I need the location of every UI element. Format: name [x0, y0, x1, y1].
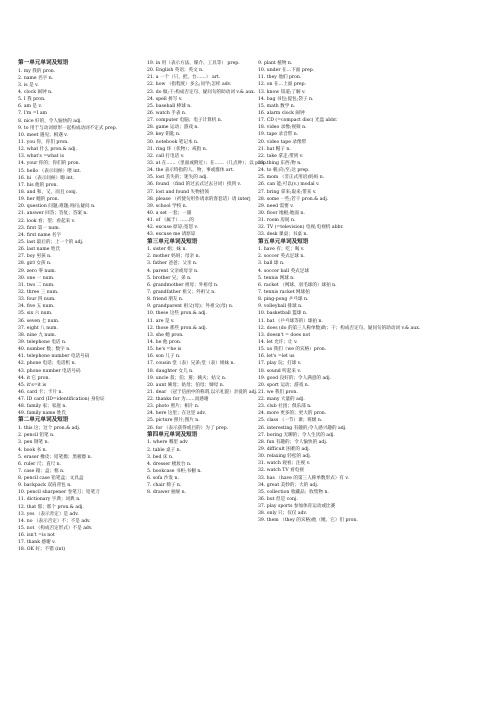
vocab-entry: 18. and 和，又，而且 conj. [18, 189, 78, 195]
vocab-entry: 21. we 我们 pron. [258, 389, 298, 395]
vocab-entry: 19. her 她的 pron. [18, 197, 60, 203]
vocab-entry: 19. good 良好的；令人满意的 adj. [258, 375, 332, 381]
vocab-entry: 20. question 问题;难题;询问;疑问 n. [18, 204, 96, 210]
vocab-entry: 20. sport 运动；游戏 n. [258, 382, 310, 388]
vocab-entry: 32. watch TV 看电视 [258, 468, 304, 474]
vocab-entry: 38. please （祈使句用作请求的客套话）请 interj [147, 196, 251, 202]
vocab-entry: 28. game 运动；游戏 n. [147, 125, 199, 131]
vocab-entry: 3. father 爸爸；父亲 n. [147, 261, 198, 267]
vocab-entry: 24. first name 名字 [18, 232, 62, 238]
vocab-entry: 3. is 是 v. [18, 82, 39, 88]
vocab-entry: 4. clock 闹钟 n. [18, 90, 53, 96]
vocab-entry: 5. brother 兄；弟 n. [147, 275, 192, 281]
unit-1-heading: 第一单元单词及短语 [18, 60, 69, 66]
vocab-entry: 36. but 但是 conj. [258, 497, 298, 503]
unit-5-heading: 第五单元单词及短语 [258, 238, 309, 245]
vocab-entry: 29. need 需要 v. [258, 203, 294, 209]
vocab-entry: 31. two 二 num. [18, 282, 55, 288]
vocab-entry: 12. those 那些 pron.& adj. [147, 325, 207, 331]
vocab-entry: 2. mother 妈妈；母亲 n. [147, 254, 200, 260]
vocab-entry: 14. he 他 pron. [147, 339, 182, 345]
vocab-entry: 38. only 只；仅仅 adv. [258, 511, 308, 517]
vocab-entry: 49. family name 姓氏 [18, 411, 66, 417]
vocab-entry: 29. key 钥匙 n. [147, 132, 181, 138]
vocab-entry: 28. fun 有趣的；令人愉快的 adj. [258, 439, 328, 445]
vocab-entry: 36. found （find 的过去式过去分词）找到 v. [147, 182, 242, 188]
column-2 [147, 60, 269, 496]
vocab-entry: 43. phone number 电话号码 [18, 368, 81, 374]
vocab-entry: 12. what 什么 pron.& adj. [18, 147, 77, 153]
vocab-entry: 11. they 他们 pron. [258, 75, 302, 81]
vocab-entry: 27. computer 电脑；电子计算机 n. [147, 118, 223, 124]
vocab-entry: 33. at 在……（里面或附近）；在……（几点钟）；以 prep. [147, 160, 268, 166]
vocab-entry: 10. basketball 篮球 n. [258, 311, 308, 317]
vocab-entry: 31. watch 观看；注视 v. [258, 461, 311, 467]
vocab-entry: 35. collection 收藏品；收集物 n. [258, 489, 329, 495]
unit-2-list-continued [147, 60, 269, 239]
vocab-entry: 26. for （表示获得或目的）为了 prep. [147, 425, 229, 431]
vocab-entry: 7. grandfather 祖父；外祖父 n. [147, 289, 216, 295]
vocab-entry: 1. where 哪里 adv [147, 440, 188, 446]
vocab-entry: 6. ruler 尺；直尺 n. [18, 461, 62, 467]
vocab-entry: 17. CD (=compact disc) 光盘 abbr. [258, 118, 338, 124]
vocab-entry: 20. English 英语；英文 n. [147, 68, 204, 74]
vocab-entry: 19. tape 录音带 n. [258, 132, 299, 138]
unit-3-list [147, 246, 269, 432]
vocab-entry: 24. here 这里；在这里 adv. [147, 411, 207, 417]
vocab-entry: 13. know 知道;了解 v. [258, 89, 306, 95]
vocab-entry: 32. call 打电话 v. [147, 153, 185, 159]
vocab-entry: 45. it's=it is [18, 382, 47, 388]
vocab-entry: 26. watch 手表 n. [147, 110, 187, 116]
vocab-entry: 30. notebook 笔记本 n. [147, 139, 199, 145]
vocab-entry: 10. meet 遇见；相遇 v. [18, 132, 68, 138]
vocab-entry: 3. bed 床 n. [147, 454, 174, 460]
vocab-entry: 11. you 你，你们 pron. [18, 140, 69, 145]
vocab-entry: 24. to 朝;向;至;达 prep. [258, 168, 310, 174]
vocab-entry: 1. my 我的 pron. [18, 68, 56, 74]
vocab-entry: 23. thing 东西;物 n. [258, 160, 302, 166]
vocab-entry: 24. more 更多的；更大的 pron. [258, 411, 327, 417]
vocab-entry: 9. backpack 双肩背包 n. [18, 483, 72, 489]
vocab-entry: 25. class （一节）课；班级 n. [258, 418, 323, 424]
vocab-entry: 12. that 那；那个 pron.& adj. [18, 504, 84, 510]
vocab-entry: 6. sofa 沙发 n. [147, 476, 179, 482]
vocab-entry: 28. girl 女孩 n. [18, 261, 52, 267]
vocab-entry: 18. sound 听起来 v. [258, 368, 301, 374]
vocab-entry: 6. grandmother 祖母；外祖母 n. [147, 282, 219, 288]
vocab-entry: 48. family 家；家庭 n. [18, 404, 67, 410]
vocab-entry: 33. desk 课桌；书桌 n. [258, 232, 308, 238]
vocab-entry: 16. hi （表示问候）嗨 int. [18, 175, 75, 181]
unit-3-heading: 第三单元单词及短语 [147, 238, 198, 245]
vocab-entry: 12. does (do 的第三人称单数)助；干；构成否定句、疑问句的助动词 v.& aux. [258, 325, 421, 331]
vocab-entry: 8. drawer 抽屉 n. [147, 490, 187, 496]
vocab-entry: 40. number 数；数字 n. [18, 347, 71, 353]
vocab-entry: 25. mom （非正式用语)妈妈 n. [258, 175, 325, 181]
vocab-entry: 32. TV (=television) 电视;电视机 abbr. [258, 225, 344, 231]
vocab-entry: 7. I'm =I am [18, 111, 47, 117]
vocab-entry: 28. some 一些;若干 pron.& adj. [258, 196, 329, 202]
vocab-entry: 5. tennis 网球 n. [258, 275, 295, 281]
vocab-entry: 15. he's =he is [147, 347, 182, 353]
vocab-entry: 25. baseball 棒球 n. [147, 103, 192, 109]
vocab-entry: 16. let's =let us [258, 354, 295, 360]
vocab-entry: 29. difficult 困难的 adj. [258, 447, 311, 453]
vocab-entry: 30. relaxing 轻松的 adj. [258, 454, 312, 460]
vocab-entry: 27. boy 男孩 n. [18, 254, 52, 260]
vocab-entry: 22. look 看；望；看起来 v. [18, 218, 76, 224]
vocab-entry: 41. telephone number 电话号码 [18, 354, 90, 360]
vocab-entry: 20. video tape 录像带 [258, 139, 307, 145]
vocab-entry: 37. lost and found 失物招领 [147, 189, 209, 195]
vocab-entry: 25. picture 照片;图片 n. [147, 418, 200, 424]
vocab-entry: 17. his 他的 pron. [18, 182, 58, 188]
vocab-entry: 14. let 允许；让 v. [258, 339, 298, 345]
vocab-entry: 39. them （they 的宾格)他（她、它）们 pron. [258, 518, 358, 524]
vocab-entry: 42. excuse 原谅;宽恕 v. [147, 225, 199, 231]
vocab-entry: 15. us 我们（we 的宾格）pron. [258, 347, 327, 353]
vocab-entry: 8. friend 朋友 n. [147, 297, 184, 303]
vocab-entry: 33. four 四 num. [18, 297, 56, 303]
vocab-entry: 32. three 三 num. [18, 289, 59, 295]
vocab-entry: 31. room 房间 n. [258, 218, 296, 224]
vocab-entry: 4. parent 父亲或母亲 n. [147, 268, 199, 274]
vocab-entry: 5. eraser 橡皮；铅笔擦；黑板擦 n. [18, 454, 93, 460]
unit-2-heading: 第二单元单词及短语 [18, 417, 69, 424]
vocab-entry: 6. racket （网球、羽毛球的）球拍 n. [258, 282, 337, 288]
vocab-entry: 1. this 这；这个 pron.& adj. [18, 426, 81, 432]
column-3 [258, 60, 421, 525]
vocab-entry: 16. son 儿子 n. [147, 354, 181, 360]
vocab-entry: 4. dresser 梳妆台 n. [147, 461, 192, 467]
vocab-entry: 22. thanks for 为……而感谢 [147, 397, 209, 403]
vocab-entry: 7. case 箱；盒；框 n. [18, 468, 65, 474]
vocab-entry: 12. on 在…上面 prep. [258, 82, 307, 88]
vocab-entry: 37. eight 八 num. [18, 325, 58, 331]
vocab-entry: 29. zero 零 num. [18, 268, 57, 274]
vocab-entry: 11. bat （乒乓球等的）球拍 n. [258, 318, 323, 324]
vocab-entry: 23. first 第一 num. [18, 225, 61, 231]
vocab-entry: 18. OK 好；不错 (int) [18, 547, 66, 553]
vocab-entry: 14. your 你的；你们的 pron. [18, 161, 81, 167]
vocab-entry: 8. ping-pong 乒乓球 n. [258, 297, 309, 303]
unit-4-heading: 第四单元单词及短语 [147, 431, 198, 438]
vocab-entry: 20. aunt 姨母；姑母；伯母；婶母 n. [147, 382, 225, 388]
vocab-entry: 2. soccer 英式足球 n. [258, 254, 305, 260]
vocab-entry: 21. hat 帽子 n. [258, 146, 291, 152]
vocab-entry: 3. ball 球 n. [258, 261, 285, 267]
vocab-entry: 30. floor 地板;地面 n. [258, 210, 305, 216]
vocab-entry: 14. no （表示否定）不；不是 adv. [18, 518, 91, 524]
vocab-entry: 4. book 书 n. [18, 447, 48, 453]
vocab-entry: 5. bookcase 书柜;书橱 n. [147, 468, 202, 474]
vocab-entry: 44. it 它 pron. [18, 375, 50, 381]
vocab-entry: 7. tennis racket 网球拍 [258, 289, 310, 295]
vocab-entry: 22. many 大量的 adj. [258, 397, 305, 403]
vocab-entry: 35. lost 丢失的；迷失的 adj. [147, 175, 208, 181]
vocab-entry: 9. grandparent 祖父(母)；外祖父(母) n. [147, 304, 234, 310]
vocab-entry: 39. school 学校 n. [147, 203, 188, 209]
vocab-entry: 40. a set 一套；一副 [147, 210, 192, 216]
vocab-entry: 9. volleyball 排球 n. [258, 304, 303, 310]
vocab-entry: 41. of （属于）……的 [147, 218, 194, 224]
vocab-entry: 7. chair 椅子 n. [147, 483, 182, 489]
vocab-entry: 26. can 能;可以(v.) modal v. [258, 182, 320, 188]
vocab-entry: 37. play sports 参加体育运动或比赛 [258, 504, 336, 510]
vocab-entry: 17. play 玩；打球 v. [258, 361, 302, 367]
vocab-entry: 38. nine 九 num. [18, 332, 57, 338]
vocab-entry: 46. card 卡；卡片 n. [18, 389, 63, 395]
vocab-entry: 3. pen 钢笔 n. [18, 440, 49, 446]
vocab-entry: 34. great 美妙的；大的 adj. [258, 482, 319, 488]
vocab-entry: 5. I 我 pron. [18, 97, 46, 103]
vocab-entry: 18. daughter 女儿 n. [147, 368, 194, 374]
vocab-entry: 11. are 是 v. [147, 318, 175, 324]
vocab-entry: 21. a 一个（只，把，台……） art. [147, 75, 221, 81]
vocab-entry: 13. what's =what is [18, 154, 64, 160]
vocab-entry: 18. video 录像;视频 n. [258, 125, 307, 131]
vocab-entry: 9. to 用于与动词原形一起构成动词不定式 prep. [18, 125, 118, 131]
vocab-entry: 34. five 五 num. [18, 304, 55, 310]
vocab-entry: 13. yes （表示肯定）是 adv. [18, 511, 79, 517]
vocab-entry: 16. alarm clock 闹钟 [258, 110, 305, 116]
vocab-entry: 22. how （指程度）多么;问学;怎样 adv. [147, 82, 232, 88]
vocab-entry: 14. bag 书包;提包;袋子 n. [258, 96, 314, 102]
vocab-entry: 6. am 是 v. [18, 104, 42, 110]
vocab-entry: 11. dictionary 字典；词典 n. [18, 497, 81, 503]
vocab-entry: 13. doesn't = does not [258, 332, 311, 338]
vocab-entry: 8. pencil case 铅笔盒；文具盒 [18, 476, 84, 482]
vocab-entry: 35. six 六 num. [18, 311, 53, 317]
vocab-entry: 21. answer 回答；答复；答案 n. [18, 211, 88, 217]
vocab-entry: 42. phone 电话；电话机 n. [18, 361, 77, 367]
vocab-entry: 23. photo 照片；相片 n. [147, 404, 200, 410]
unit-4-list [147, 439, 269, 496]
vocab-entry: 16. isn't =is not [18, 533, 55, 539]
vocab-entry: 36. seven 七 num. [18, 318, 60, 324]
vocab-entry: 31. ring 环（状物）；戒指 n. [147, 146, 208, 152]
vocab-entry: 8. nice 好的，令人愉快的 adj. [18, 118, 82, 124]
vocab-entry: 34. the 表示特指的人、物，事或群体 art. [147, 168, 235, 174]
vocab-entry: 33. has （have 的第三人称单数形式）有 v. [258, 475, 349, 481]
vocab-entry: 19. uncle 叔；伯；舅；姨夫；姑父 n. [147, 375, 227, 381]
vocab-entry: 1. sister 姐；妹 n. [147, 247, 187, 253]
unit-1-list [18, 68, 140, 418]
vocab-entry: 27. boring 无聊的；令人生厌的 adj. [258, 432, 335, 438]
unit-5-list [258, 246, 421, 524]
vocab-entry: 25. last 最后的；上一个的 adj. [18, 239, 84, 245]
vocab-entry: 26. interesting 有趣的;令人感兴趣的 adj. [258, 425, 347, 431]
vocab-entry: 17. cousin 堂（表）兄弟;堂（表）姐妹 n. [147, 361, 235, 367]
vocab-entry: 10. these 这些 pron.& adj. [147, 311, 207, 317]
vocab-entry: 2. table 桌子 n. [147, 447, 182, 453]
vocab-entry: 15. not （构成否定形式）不是 adv. [18, 526, 93, 532]
unit-4-list-continued [258, 60, 380, 239]
vocab-entry: 24. spell 拼写 v. [147, 96, 183, 102]
vocab-entry: 43. excuse me 请原谅 [147, 232, 196, 238]
vocab-entry: 39. telephone 电话 n. [18, 339, 67, 345]
vocab-entry: 10. pencil sharpener 卷笔刀；铅笔刀 [18, 490, 100, 496]
vocab-entry: 47. ID card (ID=identification) 身份证 [18, 397, 105, 403]
vocab-entry: 1. have 有；吃；喝 v. [258, 247, 305, 253]
vocab-entry: 26. last name 姓氏 [18, 247, 61, 253]
vocab-entry: 30. one 一 num. [18, 275, 55, 281]
unit-2-list [18, 425, 140, 554]
vocab-entry: 13. she 她 pron. [147, 332, 184, 338]
column-1 [18, 60, 140, 554]
vocab-entry: 21. dear （冠于信函中的称谓,以示礼貌）亲爱的 adj. [147, 389, 258, 395]
vocab-entry: 19. in 用（表示方法、媒介、工具等） prep. [147, 61, 240, 66]
vocab-entry: 9. plant 植物 n. [258, 61, 293, 66]
vocab-entry: 23. club 社团；俱乐部 n. [258, 404, 312, 410]
vocab-entry: 22. take 拿走;带到 v. [258, 153, 304, 159]
vocab-entry: 10. under 在…下面 prep. [258, 68, 315, 74]
vocab-entry: 23. do 做;干;构成否定句、疑问句的助动词 v.& aux. [147, 89, 256, 95]
vocab-entry: 2. name 名字 n. [18, 75, 54, 81]
vocab-entry: 2. pencil 铅笔 n. [18, 433, 55, 439]
vocab-entry: 15. hello （表示问候）喂 int. [18, 168, 81, 174]
vocab-entry: 27. bring 拿来;取来;带来 v. [258, 189, 317, 195]
vocab-entry: 15. math 数学 n. [258, 103, 296, 109]
vocab-entry: 17. thank 感谢 v. [18, 540, 56, 546]
vocab-entry: 4. soccer ball 英式足球 [258, 268, 309, 274]
